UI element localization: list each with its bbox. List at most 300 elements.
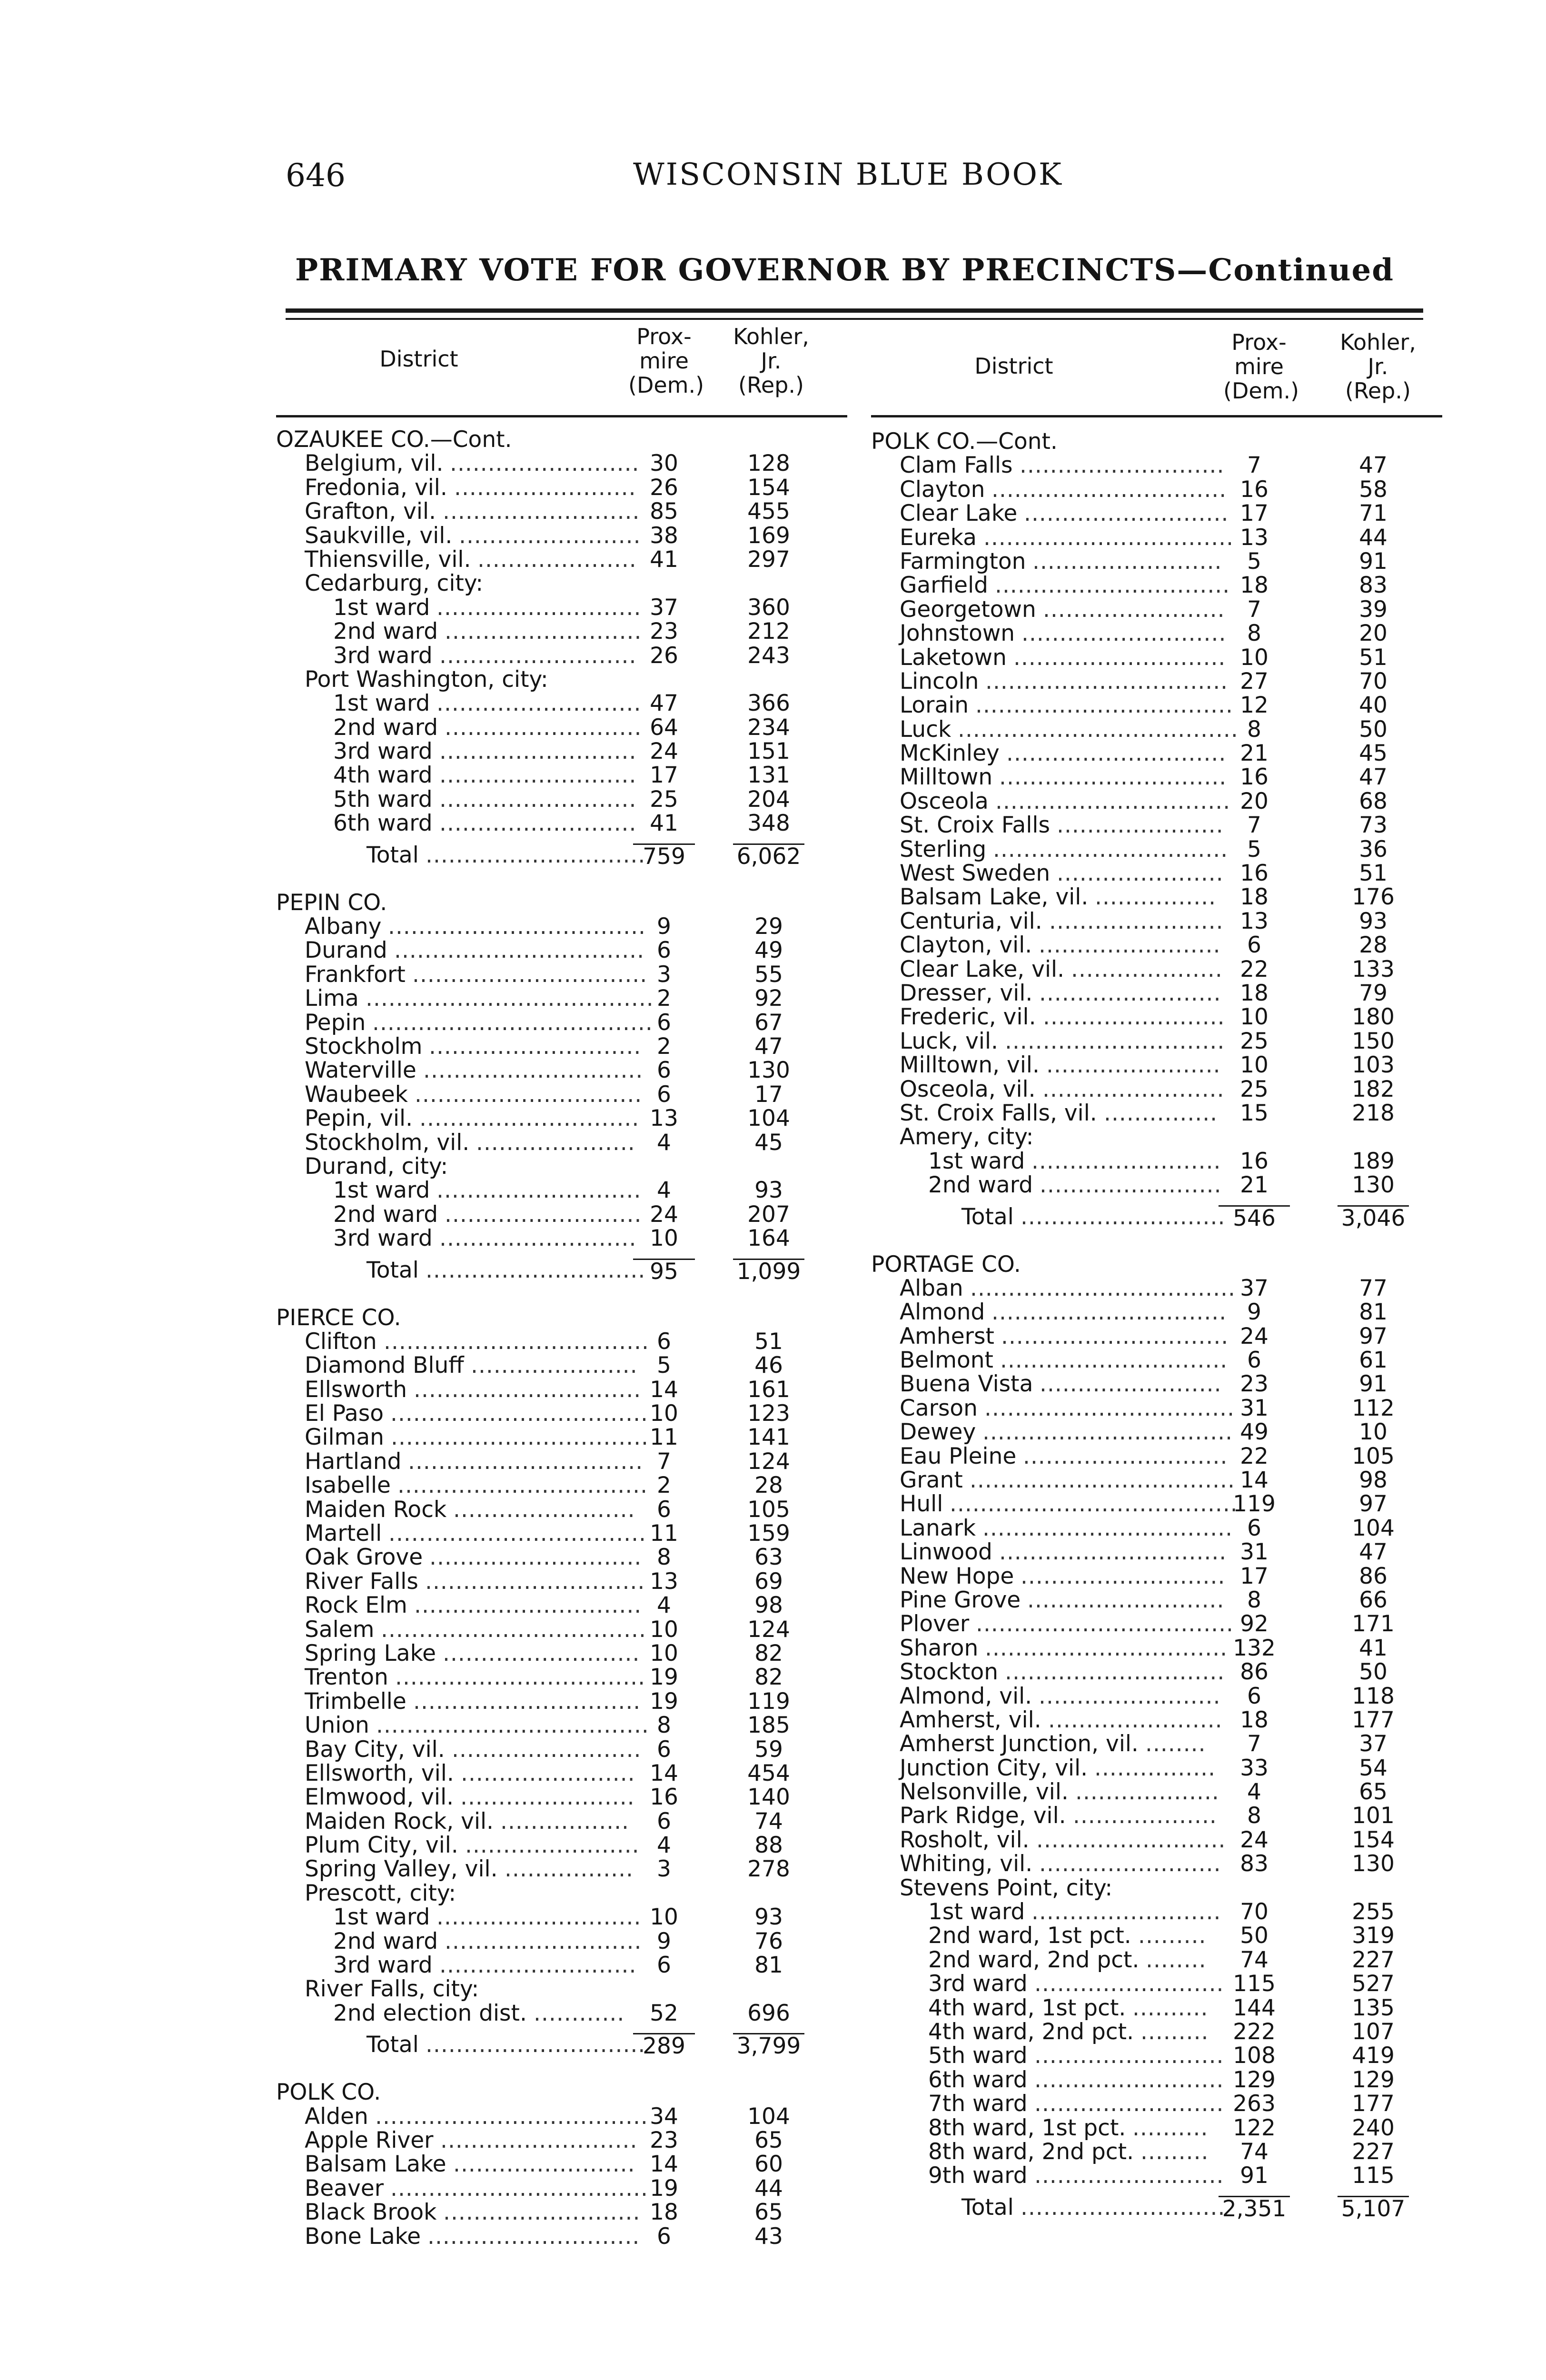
left-rows [276,417,847,2249]
table-row [276,1227,847,1250]
proxmire-votes: 6 [657,1328,671,1355]
table-row [276,987,847,1011]
kohler-votes: 17 [754,1081,783,1108]
table-row [871,694,1442,717]
leader-dots: .................... [1071,956,1223,982]
kohler-votes: 98 [754,1592,783,1619]
leader-dots: ....................... [460,1784,635,1811]
county-heading [871,1253,1442,1277]
district-name: Clayton [900,476,985,503]
leader-dots: .......................... [1027,1587,1225,1613]
leader-dots: ......... [1140,2019,1209,2045]
city-subheading [276,1882,847,1905]
proxmire-votes: 6 [657,1081,671,1108]
district-name: Clear Lake [900,500,1018,527]
leader-dots: .............................. [999,1539,1227,1566]
leader-dots: .......................... [443,1640,640,1666]
kohler-votes: 41 [1359,1635,1387,1661]
proxmire-votes: 119 [1233,1491,1276,1517]
district-name: Lincoln [900,668,979,694]
district-name: Grant [900,1467,963,1494]
proxmire-votes: 8 [657,1544,671,1571]
table-row [276,1378,847,1402]
proxmire-votes: 13 [1240,524,1269,551]
proxmire-votes: 129 [1233,2066,1276,2093]
table-row [276,1954,847,1977]
table-row [871,1277,1442,1300]
proxmire-votes: 22 [1240,956,1269,982]
table-row [871,1708,1442,1732]
kohler-votes: 10 [1359,1419,1387,1446]
table-row [276,764,847,787]
table-row [276,644,847,668]
leader-dots: .............................. [413,1688,641,1715]
leader-dots: ................. [500,1808,629,1835]
total-row [276,1259,847,1287]
district-name: Bone Lake [305,2223,421,2250]
left-column-header [276,320,847,417]
district-name: 6th ward [333,810,433,837]
kohler-votes: 212 [747,618,790,645]
table-row [871,574,1442,597]
table-row [276,1738,847,1762]
table-row [871,1005,1442,1029]
proxmire-votes: 4 [657,1129,671,1156]
district-name: Amery, city: [900,1124,1034,1150]
leader-dots: .......................... [439,642,637,669]
proxmire-header [1223,329,1299,404]
proxmire-votes: 8 [1247,1587,1261,1613]
table-row [871,718,1442,742]
proxmire-votes: 6 [657,1952,671,1979]
table-row [871,526,1442,550]
proxmire-votes: 132 [1233,1635,1276,1661]
kohler-votes: 161 [747,1376,790,1403]
leader-dots: ....................... [1046,1052,1221,1079]
kohler-votes: 45 [1359,740,1387,767]
leader-dots: ................................... [384,1328,649,1355]
proxmire-votes: 7 [657,1448,671,1475]
proxmire-votes: 8 [657,1712,671,1739]
proxmire-votes: 24 [1240,1826,1269,1853]
district-name: Frankfort [305,961,406,988]
proxmire-votes: 12 [1240,692,1269,719]
total-label: Total [367,842,419,868]
district-name: Rosholt, vil. [900,1826,1030,1853]
table-row [871,502,1442,526]
kohler-votes: 141 [747,1424,790,1451]
kohler-votes: 227 [1352,2138,1395,2165]
leader-dots: ........................... [1021,620,1227,647]
proxmire-votes: 6 [657,937,671,964]
section-gap [276,879,847,891]
kohler-votes: 50 [1359,716,1387,743]
district-name: Alban [900,1275,963,1301]
proxmire-votes: 11 [650,1424,678,1451]
leader-dots: ............... [1104,1100,1218,1126]
proxmire-votes: 26 [650,474,678,501]
leader-dots: .................................. [976,1611,1234,1637]
district-name: Prescott, city: [305,1880,456,1906]
proxmire-votes: 6 [1247,1515,1261,1541]
district-name: Garfield [900,572,988,599]
table-row [276,939,847,962]
table-row [276,1857,847,1881]
leader-dots: ............................... [412,961,648,988]
leader-dots: ......................... [1034,2043,1224,2069]
kohler-header-line: (Rep.) [738,372,804,398]
proxmire-votes: 33 [1240,1755,1269,1781]
proxmire-votes: 27 [1240,668,1269,694]
total-label: Total [367,1257,419,1283]
table-row [276,1450,847,1474]
table-row [871,1996,1442,2020]
leader-dots: ..................... [476,1129,635,1156]
proxmire-votes: 6 [1247,1347,1261,1374]
proxmire-votes: 16 [1240,476,1269,503]
table-row [871,1732,1442,1756]
leader-dots: ................................ [985,668,1229,694]
leader-dots: ........................ [1043,1004,1225,1031]
district-name: St. Croix Falls, vil. [900,1100,1097,1126]
district-name: PIERCE CO. [276,1304,401,1331]
proxmire-votes: 23 [650,618,678,645]
leader-dots: ............................ [1013,644,1226,671]
table-row [871,622,1442,645]
kohler-votes: 103 [1352,1052,1395,1079]
proxmire-votes: 18 [1240,1706,1269,1733]
leader-dots: ...................... [1057,812,1224,839]
proxmire-votes: 6 [657,1057,671,1084]
table-row [871,2092,1442,2116]
proxmire-votes: 5 [1247,548,1261,575]
kohler-votes: 92 [754,985,783,1012]
kohler-votes: 234 [747,714,790,741]
district-name: 1st ward [928,1899,1025,1925]
kohler-votes: 28 [754,1472,783,1499]
kohler-votes: 123 [747,1400,790,1427]
leader-dots: .......... [1132,1994,1209,2021]
leader-dots: .................................. [390,1400,648,1427]
table-row [276,548,847,572]
leader-dots: ......................... [1036,1826,1226,1853]
kohler-votes: 348 [747,810,790,837]
table-row [871,885,1442,909]
table-row [276,963,847,987]
leader-dots: ........................... [1021,1203,1226,1230]
district-name: Ellsworth [305,1376,407,1403]
proxmire-votes: 16 [1240,764,1269,791]
district-name: Salem [305,1616,375,1643]
proxmire-votes: 115 [1233,1971,1276,1997]
table-row [871,1852,1442,1876]
leader-dots: ........................ [1039,1683,1221,1709]
table-row [871,1053,1442,1077]
kohler-votes: 51 [1359,860,1387,887]
table-row [871,1492,1442,1516]
table-row [871,1636,1442,1660]
leader-dots: .......... [1132,2114,1209,2141]
kohler-votes: 81 [1359,1299,1387,1326]
table-title: PRIMARY VOTE FOR GOVERNOR BY PRECINCTS—Continued [295,252,1394,288]
leader-dots: ............................... [995,788,1231,814]
leader-dots: ................... [1075,1779,1219,1805]
kohler-votes: 71 [1359,500,1387,527]
district-name: 4th ward, 2nd pct. [928,2019,1134,2045]
kohler-votes: 176 [1352,884,1395,911]
table-row [276,524,847,548]
leader-dots: ................... [1073,1803,1217,1829]
district-name: Rock Elm [305,1592,407,1619]
kohler-votes: 93 [1359,908,1387,934]
table-row [276,1035,847,1059]
kohler-votes: 66 [1359,1587,1387,1613]
proxmire-header-line: (Dem.) [1223,378,1299,404]
proxmire-votes: 14 [1240,1467,1269,1494]
leader-dots: ...................... [471,1352,638,1379]
district-name: Balsam Lake [305,2151,446,2178]
kohler-votes: 88 [754,1832,783,1859]
kohler-votes: 65 [1359,1779,1387,1805]
district-name: 5th ward [928,2043,1028,2069]
proxmire-votes: 9 [657,1928,671,1954]
leader-dots: ........................ [1039,932,1221,959]
district-name: Maiden Rock [305,1496,447,1523]
leader-dots: .................................. [390,2175,648,2202]
table-row [871,1468,1442,1492]
city-subheading [276,668,847,692]
table-row [276,596,847,620]
district-name: 2nd election dist. [333,2000,527,2026]
district-name: 3rd ward [928,1971,1028,1997]
leader-dots: ........................... [1024,500,1229,527]
city-subheading [871,1125,1442,1149]
kohler-votes: 59 [754,1736,783,1763]
kohler-votes: 68 [1359,788,1387,814]
table-row [871,1685,1442,1708]
leader-dots: .............................. [1000,1347,1228,1374]
kohler-votes: 118 [1352,1683,1395,1709]
proxmire-votes: 6 [657,2223,671,2250]
district-name: Elmwood, vil. [305,1784,454,1811]
district-name: 2nd ward [333,1928,438,1954]
table-row [871,910,1442,933]
total-label: Total [961,2194,1014,2221]
proxmire-votes: 9 [657,913,671,940]
leader-dots: ........................... [1020,452,1225,479]
table-row [276,1810,847,1834]
kohler-votes: 227 [1352,1946,1395,1973]
kohler-votes: 140 [747,1784,790,1811]
proxmire-votes: 30 [650,450,678,477]
district-name: 3rd ward [333,738,433,765]
kohler-votes: 218 [1352,1100,1395,1126]
kohler-votes: 105 [747,1496,790,1523]
kohler-votes: 51 [754,1328,783,1355]
kohler-votes: 79 [1359,980,1387,1006]
county-heading [871,430,1442,454]
kohler-votes: 207 [747,1201,790,1228]
leader-dots: ................................ [985,1635,1228,1661]
kohler-votes: 150 [1352,1028,1395,1054]
leader-dots: .......................... [445,1928,642,1954]
table-row [276,1834,847,1857]
kohler-votes: 93 [754,1904,783,1931]
proxmire-votes: 8 [1247,716,1261,743]
proxmire-header [628,324,704,398]
district-name: POLK CO.—Cont. [871,428,1058,455]
table-row [871,1420,1442,1444]
kohler-votes: 98 [1359,1467,1387,1494]
kohler-votes: 130 [1352,1172,1395,1199]
table-row [276,452,847,476]
proxmire-votes: 95 [633,1259,695,1284]
table-row [871,1325,1442,1349]
proxmire-votes: 2 [657,1472,671,1499]
leader-dots: ........................ [453,2151,635,2178]
table-row [871,1101,1442,1125]
kohler-votes: 169 [747,522,790,549]
leader-dots: ............................. [1005,1659,1225,1686]
proxmire-votes: 14 [650,1376,678,1403]
district-name: Whiting, vil. [900,1851,1033,1877]
kohler-votes: 177 [1352,2091,1395,2117]
kohler-votes: 97 [1359,1491,1387,1517]
proxmire-votes: 41 [650,810,678,837]
leader-dots: ................................. [983,524,1234,551]
kohler-votes: 130 [1352,1851,1395,1877]
leader-dots: ........ [1146,1946,1207,1973]
leader-dots: .............................. [999,764,1227,791]
proxmire-votes: 546 [1219,1205,1290,1230]
district-name: 1st ward [333,1177,430,1204]
kohler-votes: 419 [1352,2043,1395,2069]
proxmire-votes: 10 [1240,644,1269,671]
kohler-votes: 159 [747,1520,790,1547]
kohler-votes: 119 [747,1688,790,1715]
kohler-votes: 81 [754,1952,783,1979]
proxmire-votes: 4 [657,1592,671,1619]
district-name: Georgetown [900,596,1036,623]
district-name: Alden [305,2103,368,2130]
kohler-votes: 65 [754,2199,783,2226]
leader-dots: ................................. [394,937,645,964]
district-name: Stockholm, vil. [305,1129,470,1156]
district-name: Hull [900,1491,943,1517]
leader-dots: ................................. [984,1395,1235,1421]
district-name: Osceola [900,788,989,814]
district-name: Almond, vil. [900,1683,1032,1709]
leader-dots: ............................ [427,2223,640,2250]
district-name: Bay City, vil. [305,1736,445,1763]
proxmire-votes: 24 [650,738,678,765]
proxmire-votes: 10 [650,1640,678,1666]
leader-dots: .................................... [376,1712,649,1739]
district-name: Isabelle [305,1472,391,1499]
kohler-votes: 3,046 [1338,1205,1409,1230]
district-name: Stockton [900,1659,999,1686]
district-name: 2nd ward, 2nd pct. [928,1946,1140,1973]
kohler-votes: 61 [1359,1347,1387,1374]
table-row [276,915,847,939]
district-name: 2nd ward [333,618,438,645]
table-row [276,476,847,500]
kohler-votes: 128 [747,450,790,477]
kohler-votes: 93 [754,1177,783,1204]
district-name: 1st ward [333,1904,430,1931]
district-name: Amherst Junction, vil. [900,1731,1139,1757]
kohler-votes: 44 [1359,524,1387,551]
proxmire-votes: 4 [657,1177,671,1204]
kohler-header-line: (Rep.) [1345,378,1411,404]
proxmire-votes: 11 [650,1520,678,1547]
leader-dots: ......................... [450,450,640,477]
district-name: Union [305,1712,369,1739]
kohler-votes: 105 [1352,1443,1395,1469]
kohler-votes: 1,099 [733,1259,804,1284]
district-name: Diamond Bluff [305,1352,464,1379]
proxmire-votes: 6 [657,1009,671,1036]
table-row [871,1948,1442,1972]
section-gap [276,1294,847,1306]
proxmire-votes: 4 [657,1832,671,1859]
table-row [276,2201,847,2224]
district-name: Lanark [900,1515,976,1541]
leader-dots: .................................... [375,2103,648,2130]
table-row [276,1546,847,1569]
proxmire-votes: 50 [1240,1923,1269,1949]
district-name: Belmont [900,1347,993,1374]
table-row [871,646,1442,670]
table-row [871,765,1442,789]
leader-dots: ............................. [419,1105,640,1132]
kohler-header-line: Kohler, [1340,329,1416,355]
kohler-header-line: Jr. [1368,354,1388,379]
table-row [276,1570,847,1594]
proxmire-votes: 85 [650,498,678,525]
table-row [871,1030,1442,1053]
proxmire-votes: 16 [1240,1148,1269,1174]
proxmire-votes: 10 [650,1400,678,1427]
district-name: Balsam Lake, vil. [900,884,1089,911]
kohler-votes: 77 [1359,1275,1387,1301]
table-row [276,500,847,524]
city-subheading [276,572,847,595]
proxmire-votes: 49 [1240,1419,1269,1446]
proxmire-votes: 25 [650,786,678,813]
proxmire-votes: 13 [650,1568,678,1595]
leader-dots: ............................... [991,1299,1227,1326]
leader-dots: ................ [1095,884,1217,911]
total-row [276,843,847,872]
district-name: Cedarburg, city: [305,570,484,597]
proxmire-votes: 10 [1240,1052,1269,1079]
proxmire-votes: 7 [1247,452,1261,479]
kohler-votes: 91 [1359,548,1387,575]
table-row [871,2140,1442,2164]
total-row [871,2196,1442,2224]
leader-dots: .......................... [439,738,637,765]
district-name: Waterville [305,1057,416,1084]
proxmire-votes: 10 [650,1904,678,1931]
leader-dots: .................................. [388,913,646,940]
leader-dots: ............................ [429,1033,642,1060]
district-name: Gilman [305,1424,384,1451]
district-name: Milltown, vil. [900,1052,1040,1079]
table-row [276,788,847,812]
table-row [871,670,1442,694]
district-name: Ellsworth, vil. [305,1760,454,1786]
